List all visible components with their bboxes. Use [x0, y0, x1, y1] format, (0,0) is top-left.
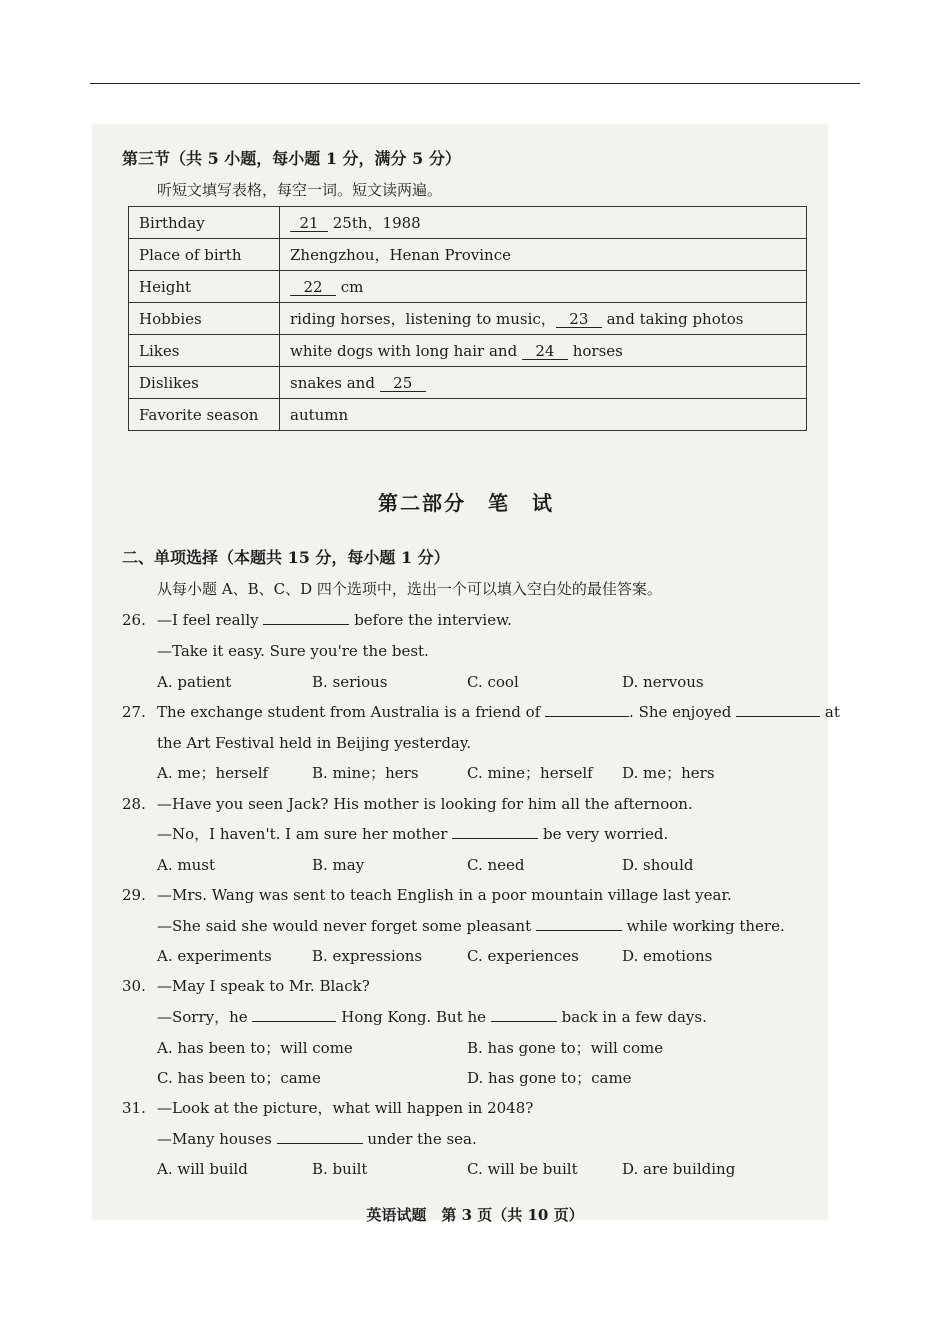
q29-line1: —Mrs. Wang was sent to teach English in a poor mountain village last year. [157, 886, 732, 904]
section3-instruction: 听短文填写表格，每空一词。短文读两遍。 [157, 181, 443, 199]
row-value: 22 cm [280, 271, 807, 303]
q27-option-d[interactable]: D. me；hers [622, 764, 715, 782]
mc-section-title: 二、单项选择（本题共 15 分，每小题 1 分） [122, 548, 450, 567]
q27-line1: The exchange student from Australia is a friend of . She enjoyed at [157, 703, 840, 721]
answer-blank[interactable]: 21 [290, 215, 328, 232]
q28-option-a[interactable]: A. must [157, 856, 215, 874]
answer-blank[interactable] [252, 1021, 336, 1022]
answer-blank[interactable] [452, 838, 538, 839]
table-row [129, 367, 807, 399]
header-rule [90, 83, 860, 84]
answer-blank[interactable] [263, 624, 349, 625]
q26-number: 26. [122, 611, 146, 629]
q30-option-d[interactable]: D. has gone to；came [467, 1069, 632, 1087]
q27-option-c[interactable]: C. mine；herself [467, 764, 593, 782]
q30-option-c[interactable]: C. has been to；came [157, 1069, 321, 1087]
q28-number: 28. [122, 795, 146, 813]
q26-option-d[interactable]: D. nervous [622, 673, 704, 691]
q30-number: 30. [122, 977, 146, 995]
table-row [129, 271, 807, 303]
q26-option-a[interactable]: A. patient [157, 673, 232, 691]
row-label: Dislikes [129, 367, 280, 399]
row-label: Favorite season [129, 399, 280, 431]
row-label: Birthday [129, 207, 280, 239]
row-label: Likes [129, 335, 280, 367]
row-value: snakes and 25 [280, 367, 807, 399]
answer-blank[interactable] [491, 1021, 557, 1022]
q28-line2: —No，I haven't. I am sure her mother be very worried. [157, 825, 669, 843]
q29-option-d[interactable]: D. emotions [622, 947, 713, 965]
listening-table [128, 206, 807, 431]
q31-line2: —Many houses under the sea. [157, 1130, 477, 1148]
q31-option-a[interactable]: A. will build [157, 1160, 248, 1178]
q28-option-b[interactable]: B. may [312, 856, 365, 874]
q27-option-a[interactable]: A. me；herself [157, 764, 269, 782]
part2-title: 第二部分 笔 试 [378, 491, 554, 515]
page-footer: 英语试题 第 3 页（共 10 页） [366, 1206, 584, 1224]
q30-option-b[interactable]: B. has gone to；will come [467, 1039, 664, 1057]
q29-option-a[interactable]: A. experiments [157, 947, 272, 965]
answer-blank[interactable] [545, 716, 629, 717]
table-row [129, 239, 807, 271]
q28-line1: —Have you seen Jack? His mother is looking for him all the afternoon. [157, 795, 693, 813]
table-row [129, 303, 807, 335]
q26-line2: —Take it easy. Sure you're the best. [157, 642, 429, 660]
row-label: Height [129, 271, 280, 303]
answer-blank[interactable] [536, 930, 622, 931]
q31-option-b[interactable]: B. built [312, 1160, 368, 1178]
mc-instruction: 从每小题 A、B、C、D 四个选项中，选出一个可以填入空白处的最佳答案。 [157, 580, 662, 598]
row-value: white dogs with long hair and 24 horses [280, 335, 807, 367]
q30-line2: —Sorry，he Hong Kong. But he back in a few days. [157, 1008, 707, 1026]
answer-blank[interactable]: 24 [522, 343, 568, 360]
q26-option-c[interactable]: C. cool [467, 673, 519, 691]
q31-option-c[interactable]: C. will be built [467, 1160, 578, 1178]
q31-line1: —Look at the picture，what will happen in 2048? [157, 1099, 534, 1117]
q29-line2: —She said she would never forget some pleasant while working there. [157, 917, 785, 935]
row-label: Hobbies [129, 303, 280, 335]
answer-blank[interactable] [736, 716, 820, 717]
table-row [129, 207, 807, 239]
q27-option-b[interactable]: B. mine；hers [312, 764, 419, 782]
q26-option-b[interactable]: B. serious [312, 673, 388, 691]
table-row [129, 335, 807, 367]
answer-blank[interactable]: 23 [556, 311, 602, 328]
q29-option-b[interactable]: B. expressions [312, 947, 423, 965]
q31-number: 31. [122, 1099, 146, 1117]
row-label: Place of birth [129, 239, 280, 271]
q28-option-d[interactable]: D. should [622, 856, 694, 874]
q29-number: 29. [122, 886, 146, 904]
row-value: 21 25th，1988 [280, 207, 807, 239]
row-value: autumn [280, 399, 807, 431]
q28-option-c[interactable]: C. need [467, 856, 525, 874]
q27-number: 27. [122, 703, 146, 721]
row-value: Zhengzhou，Henan Province [280, 239, 807, 271]
section3-title: 第三节（共 5 小题，每小题 1 分，满分 5 分） [122, 149, 461, 168]
row-value: riding horses，listening to music， 23 and taking photos [280, 303, 807, 335]
q26-line1: —I feel really before the interview. [157, 611, 512, 629]
q29-option-c[interactable]: C. experiences [467, 947, 579, 965]
answer-blank[interactable] [277, 1143, 363, 1144]
q27-line2: the Art Festival held in Beijing yesterday. [157, 734, 472, 752]
q30-option-a[interactable]: A. has been to；will come [157, 1039, 353, 1057]
table-row [129, 399, 807, 431]
q30-line1: —May I speak to Mr. Black? [157, 977, 370, 995]
answer-blank[interactable]: 25 [380, 375, 426, 392]
q31-option-d[interactable]: D. are building [622, 1160, 736, 1178]
answer-blank[interactable]: 22 [290, 279, 336, 296]
